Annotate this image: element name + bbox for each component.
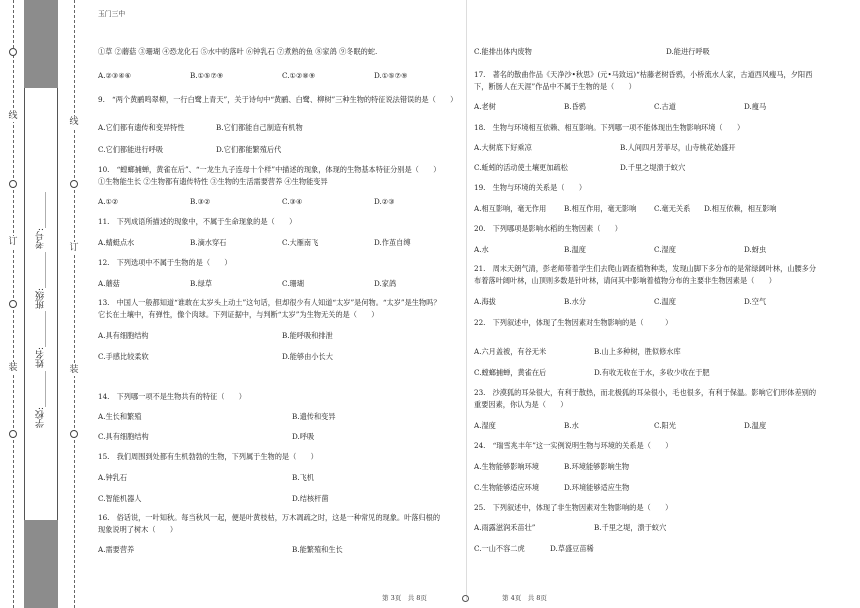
school-blank[interactable]: ________ [36, 371, 46, 408]
binding-hole-circle [9, 48, 17, 56]
page-number-3: 第 3页 共 8页 [382, 594, 427, 602]
question-10-items: ①生物能生长 ②生物都有遗传特性 ③生物的生活需要营养 ④生物能变异 [98, 177, 328, 186]
q23-option-a[interactable]: A.湿度 [474, 421, 496, 430]
q18-option-c[interactable]: C.蚯蚓的活动使土壤更加疏松 [474, 163, 568, 172]
question-19-stem: 19. 生物与环境的关系是（ ） [474, 183, 587, 192]
q19-option-a[interactable]: A.相互影响，毫无作用 [474, 204, 547, 213]
q21-option-d[interactable]: D.空气 [744, 297, 767, 306]
question-15-stem: 15. 我们周围到处都有生机勃勃的生物，下列属于生物的是（ ） [98, 452, 318, 461]
binding-gray-band-bottom [24, 520, 58, 608]
q16-option-d[interactable]: D.能进行呼吸 [666, 47, 710, 56]
page-number-4: 第 4页 共 8页 [502, 594, 547, 602]
binding-hole-circle [9, 180, 17, 188]
question-17-stem-cont: 下，断肠人在天涯”作品中不属于生物的是（ ） [474, 82, 636, 91]
q22-option-a[interactable]: A.六月盖被，有谷无米 [474, 347, 547, 356]
q14-option-b[interactable]: B.遗传和变异 [292, 412, 336, 421]
q24-option-a[interactable]: A.生物能够影响环境 [474, 462, 539, 471]
question-13-stem: 13. 中国人一般都知道“谁敢在太岁头上动土”这句话，但却很少有人知道“太岁”是何物。“太岁”是生物吗？ [98, 298, 441, 307]
q17-option-d[interactable]: D.瘦马 [744, 102, 767, 111]
q20-option-d[interactable]: D.蚜虫 [744, 245, 767, 254]
q11-option-d[interactable]: D.作茧自缚 [374, 238, 411, 247]
q21-option-b[interactable]: B.水分 [564, 297, 586, 306]
q18-option-a[interactable]: A.大树底下好乘凉 [474, 143, 532, 152]
q12-option-d[interactable]: D.家鸽 [374, 279, 397, 288]
q9-option-d[interactable]: D.它们都能繁殖后代 [216, 145, 282, 154]
class-blank[interactable]: ________ [36, 251, 46, 288]
binding-hole-circle [70, 430, 78, 438]
binding-gray-band-top [24, 0, 58, 88]
q13-option-a[interactable]: A.具有细胞结构 [98, 331, 149, 340]
q20-option-b[interactable]: B.温度 [564, 245, 586, 254]
question-16-stem-cont: 现象说明了树木（ ） [98, 525, 178, 534]
q25-option-c[interactable]: C.一山不容二虎 [474, 544, 525, 553]
binding-hole-circle [9, 300, 17, 308]
q16-option-c[interactable]: C.能排出体内废物 [474, 47, 532, 56]
q23-option-c[interactable]: C.阳光 [654, 421, 676, 430]
class-label: 班级: [36, 287, 46, 309]
q24-option-b[interactable]: B.环境能够影响生物 [564, 462, 630, 471]
question-17-stem: 17. 著名的散曲作品《天净沙•秋思》(元•马致远)“枯藤老树昏鸦，小桥流水人家，古道西风瘦马，夕阳西 [474, 70, 813, 79]
q18-option-d[interactable]: D.千里之堤溃于蚁穴 [620, 163, 686, 172]
q23-option-d[interactable]: D.温度 [744, 421, 767, 430]
question-10-stem: 10. “螳螂捕蝉，黄雀在后”、“一龙生九子连母十个样”中描述的现象，体现的生物基本特征分别是（ ） [98, 165, 441, 174]
q11-option-b[interactable]: B.滴水穿石 [190, 238, 227, 247]
q21-option-c[interactable]: C.温度 [654, 297, 676, 306]
q9-option-a[interactable]: A.它们都有遗传和变异特性 [98, 123, 185, 132]
q17-option-a[interactable]: A.老树 [474, 102, 496, 111]
inner-char-ding: 订 [69, 243, 79, 253]
exam-page-4 [470, 0, 856, 608]
q13-option-b[interactable]: B.能呼吸和排泄 [282, 331, 333, 340]
q11-option-a[interactable]: A.蜻蜓点水 [98, 238, 135, 247]
q12-option-c[interactable]: C.珊瑚 [282, 279, 304, 288]
student-info-fields [28, 110, 54, 510]
q25-option-b[interactable]: B.千里之堤，溃于蚁穴 [594, 523, 667, 532]
q14-option-c[interactable]: C.具有细胞结构 [98, 432, 149, 441]
q14-option-d[interactable]: D.呼吸 [292, 432, 315, 441]
q10-option-c[interactable]: C.③④ [282, 197, 303, 206]
q17-option-c[interactable]: C.古道 [654, 102, 676, 111]
binding-hole-circle [9, 430, 17, 438]
q15-option-b[interactable]: B.飞机 [292, 473, 314, 482]
q20-option-a[interactable]: A.水 [474, 245, 489, 254]
school-header: 玉门三中 [98, 10, 126, 18]
q10-option-b[interactable]: B.③② [190, 197, 211, 206]
question-25-stem: 25. 下列叙述中，体现了非生物因素对生物影响的是（ ） [474, 503, 673, 512]
question-14-stem: 14. 下列哪一项不是生物共有的特征（ ） [98, 392, 246, 401]
q15-option-c[interactable]: C.智能机器人 [98, 494, 142, 503]
outer-char-zhuang: 装 [8, 363, 18, 373]
q16-option-a[interactable]: A.需要营养 [98, 545, 135, 554]
q19-option-b[interactable]: B.相互作用，毫无影响 [564, 204, 637, 213]
q15-option-d[interactable]: D.结核杆菌 [292, 494, 329, 503]
question-18-stem: 18. 生物与环境相互依赖、相互影响。下列哪一项不能体现出生物影响环境（ ） [474, 123, 745, 132]
q22-option-d[interactable]: D.有收无收在于水，多收少收在于肥 [594, 368, 710, 377]
binding-hole-circle [70, 180, 78, 188]
q22-option-b[interactable]: B.山上多种树，胜似修水库 [594, 347, 681, 356]
exam-page-3 [92, 0, 464, 608]
q8-option-d[interactable]: D.①⑤⑦⑨ [374, 71, 408, 80]
outer-char-ding: 订 [8, 237, 18, 247]
question-24-stem: 24. “瑞雪兆丰年”这一实例说明生物与环境的关系是（ ） [474, 441, 673, 450]
question-21-stem-cont: 布着落叶阔叶林，山顶则多数是针叶林，请问其中影响着植物分布的主要非生物因素是（ ） [474, 276, 776, 285]
q12-option-b[interactable]: B.绿草 [190, 279, 212, 288]
q22-option-c[interactable]: C.螳螂捕蝉，黄雀在后 [474, 368, 547, 377]
q24-option-c[interactable]: C.生物能够适应环境 [474, 483, 540, 492]
q24-option-d[interactable]: D.环境能够适应生物 [564, 483, 630, 492]
q9-option-c[interactable]: C.它们都能进行呼吸 [98, 145, 164, 154]
q10-option-d[interactable]: D.②③ [374, 197, 395, 206]
q19-option-c[interactable]: C.毫无关系 [654, 204, 691, 213]
q16-option-b[interactable]: B.能繁殖和生长 [292, 545, 343, 554]
q25-option-a[interactable]: A.雨露滋润禾苗壮” [474, 523, 536, 532]
q11-option-c[interactable]: C.大雁南飞 [282, 238, 319, 247]
q9-option-b[interactable]: B.它们都能自己制造有机物 [216, 123, 303, 132]
question-21-stem: 21. 周末天朗气清，彭老师带着学生们去爬山调查植物种类，发现山脚下多分布的是常绿阔叶林，山腰多分 [474, 264, 817, 273]
number-label: 考号: [36, 227, 46, 249]
school-label: 学校: [36, 407, 46, 429]
q13-option-d[interactable]: D.能够由小长大 [282, 352, 333, 361]
question-23-stem: 23. 沙漠狐的耳朵很大，有利于散热，而北极狐的耳朵很小，毛也很多，有利于保温。影响它们形体差别的 [474, 388, 817, 397]
q17-option-b[interactable]: B.昏鸦 [564, 102, 586, 111]
q23-option-b[interactable]: B.水 [564, 421, 579, 430]
question-12-stem: 12. 下列选项中不属于生物的是（ ） [98, 258, 232, 267]
page-center-circle [462, 595, 469, 602]
question-9-stem: 9. “两个黄鹂鸣翠柳，一行白鹭上青天”，关于诗句中“黄鹂、白鹭、柳树”三种生物的特征说法错误的是（ ） [98, 95, 458, 104]
binding-margin [0, 0, 86, 608]
outer-char-xian: 线 [8, 111, 18, 121]
q8-option-b[interactable]: B.①⑤⑦⑨ [190, 71, 224, 80]
page-divider [466, 0, 467, 600]
question-16-stem: 16. 俗话说，一叶知秋。每当秋风一起，便是叶黄枝枯，万木凋疏之时，这是一种常见的现象。叶落归根的 [98, 513, 441, 522]
q21-option-a[interactable]: A.海拔 [474, 297, 496, 306]
q10-option-a[interactable]: A.①② [98, 197, 119, 206]
q19-option-d[interactable]: D.相互依赖，相互影响 [704, 204, 777, 213]
q25-option-d[interactable]: D.草盛豆苗稀 [550, 544, 594, 553]
question-20-stem: 20. 下列哪项是影响水稻的生物因素（ ） [474, 224, 622, 233]
q14-option-a[interactable]: A.生长和繁殖 [98, 412, 142, 421]
name-blank[interactable]: ________ [36, 311, 46, 348]
q8-option-c[interactable]: C.①②⑧⑨ [282, 71, 316, 80]
inner-char-zhuang: 装 [69, 365, 79, 375]
question-23-stem-cont: 重要因素，你认为是（ ） [474, 400, 568, 409]
q15-option-a[interactable]: A.钟乳石 [98, 473, 128, 482]
number-blank[interactable]: ________ [36, 191, 46, 228]
question-22-stem: 22. 下列叙述中，体现了生物因素对生物影响的是（ ） [474, 318, 673, 327]
name-label: 姓名: [36, 347, 46, 369]
inner-char-xian: 线 [69, 117, 79, 127]
q13-option-c[interactable]: C.手感比较柔软 [98, 352, 149, 361]
inner-cut-line [74, 0, 75, 608]
q18-option-b[interactable]: B.人间四月芳菲尽，山寺桃花始盛开 [620, 143, 736, 152]
question-11-stem: 11. 下列成语所描述的现象中，不属于生命现象的是（ ） [98, 217, 297, 226]
q8-option-a[interactable]: A.②③④⑥ [98, 71, 132, 80]
q12-option-a[interactable]: A.蘑菇 [98, 279, 120, 288]
question-8-items: ①草 ②蘑菇 ③珊瑚 ④恐龙化石 ⑤水中的落叶 ⑥钟乳石 ⑦煮熟的鱼 ⑧家鸽 ⑨冬眠的蛇. [98, 47, 378, 56]
question-13-stem-cont: 它长在土壤中，有弹性，像个肉球。下列证据中，与判断“太岁”为生物无关的是（ ） [98, 310, 379, 319]
q20-option-c[interactable]: C.湿度 [654, 245, 676, 254]
